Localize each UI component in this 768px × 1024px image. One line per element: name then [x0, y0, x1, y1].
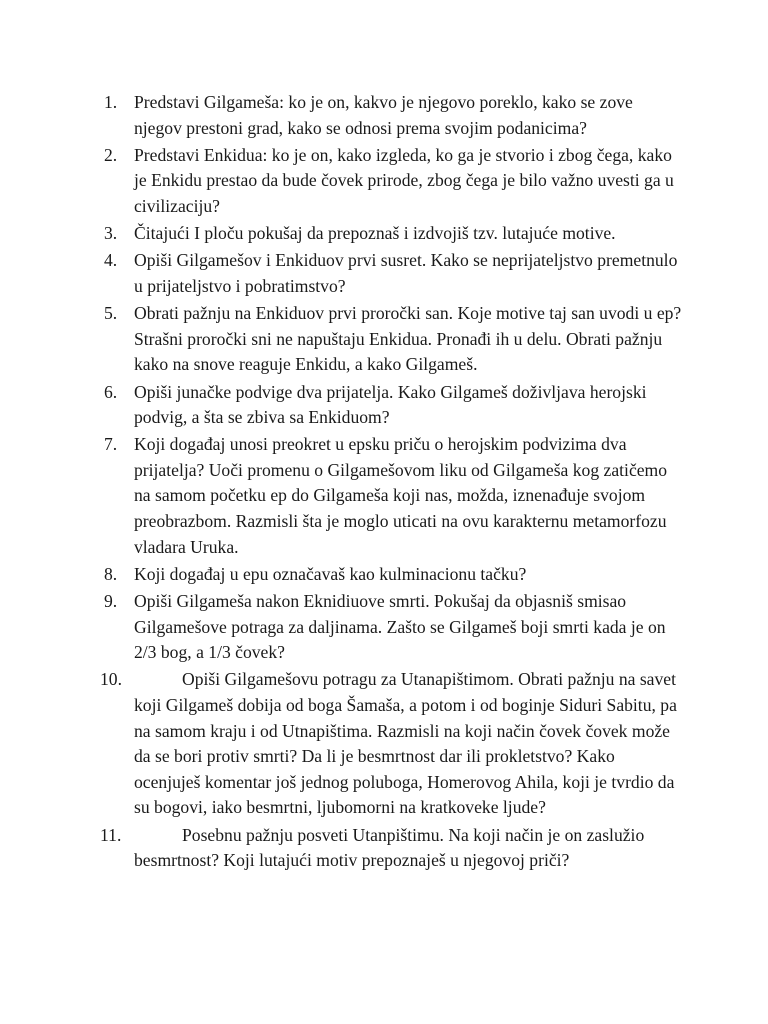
item-number: 2. — [104, 144, 118, 165]
item-text: Obrati pažnju na Enkiduov prvi proročki san. Koje motive taj san uvodi u ep? Strašni proročki sni ne napuštaju Enkidua. Pronađi ih u delu. Obrati pažnju kako na snove reaguje Enkidu, a kako Gilgameš. — [134, 303, 682, 375]
list-item — [104, 248, 684, 299]
list-item — [100, 823, 684, 874]
list-item — [104, 589, 684, 666]
question-list — [100, 90, 684, 875]
list-item — [104, 301, 684, 378]
item-text: Opiši Gilgameša nakon Eknidiuove smrti. Pokušaj da objasniš smisao Gilgamešove potraga za daljinama. Zašto se Gilgameš boji smrti kada je on 2/3 bog, a 1/3 čovek? — [134, 591, 666, 663]
list-item — [104, 432, 684, 560]
item-number: 3. — [104, 223, 118, 244]
item-text: Opiši Gilgamešovu potragu za Utanapištimom. Obrati pažnju na savet koji Gilgameš dobija od boga Šamaša, a potom i od boginje Siduri Sabitu, pa na samom kraju i od Utnapištima. Razmisli na koji način čovek čovek može da se bori protiv smrti? Da li je besmrtnost dar ili prokletstvo? Kako ocenjuješ komentar još jednog poluboga, Homerovog Ahila, koji je tvrdio da su bogovi, iako besmrtni, ljubomorni na kratkoveke ljude? — [134, 669, 677, 818]
list-item — [104, 143, 684, 220]
item-text: Koji događaj u epu označavaš kao kulminacionu tačku? — [134, 563, 527, 584]
item-number: 11. — [100, 824, 122, 845]
list-item — [104, 221, 684, 247]
item-number: 4. — [104, 250, 118, 271]
item-text: Posebnu pažnju posveti Utanpištimu. Na koji način je on zaslužio besmrtnost? Koji lutajući motiv prepoznaješ u njegovoj priči? — [134, 824, 645, 871]
item-number: 5. — [104, 303, 118, 324]
item-text: Koji događaj unosi preokret u epsku priču o herojskim podvizima dva prijatelja? Uoči promenu o Gilgamešovom liku od Gilgameša kog zatičemo na samom početku ep do Gilgameša koji nas, možda, iznenađuje svojom preobrazbom. Razmisli šta je moglo uticati na ovu karakternu metamorfozu vladara Uruka. — [134, 434, 668, 557]
list-item — [100, 667, 684, 821]
list-item — [104, 380, 684, 431]
item-number: 8. — [104, 563, 118, 584]
item-text: Predstavi Enkidua: ko je on, kako izgleda, ko ga je stvorio i zbog čega, kako je Enkidu prestao da bude čovek prirode, zbog čega je bilo važno uvesti ga u civilizaciju? — [134, 144, 674, 216]
item-number: 9. — [104, 591, 118, 612]
item-text: Opiši junačke podvige dva prijatelja. Kako Gilgameš doživljava herojski podvig, a šta se zbiva sa Enkiduom? — [134, 381, 647, 428]
list-item — [104, 90, 684, 141]
item-text: Opiši Gilgamešov i Enkiduov prvi susret. Kako se neprijateljstvo premetnulo u prijateljstvo i pobratimstvo? — [134, 250, 678, 296]
item-number: 10. — [100, 669, 122, 690]
item-number: 7. — [104, 434, 118, 455]
item-text: Predstavi Gilgameša: ko je on, kakvo je njegovo poreklo, kako se zove njegov prestoni grad, kako se odnosi prema svojim podanicima? — [134, 92, 633, 138]
item-number: 6. — [104, 381, 118, 402]
item-number: 1. — [104, 92, 118, 112]
list-item — [104, 562, 684, 588]
item-text: Čitajući I ploču pokušaj da prepoznaš i izdvojiš tzv. lutajuće motive. — [134, 223, 616, 244]
